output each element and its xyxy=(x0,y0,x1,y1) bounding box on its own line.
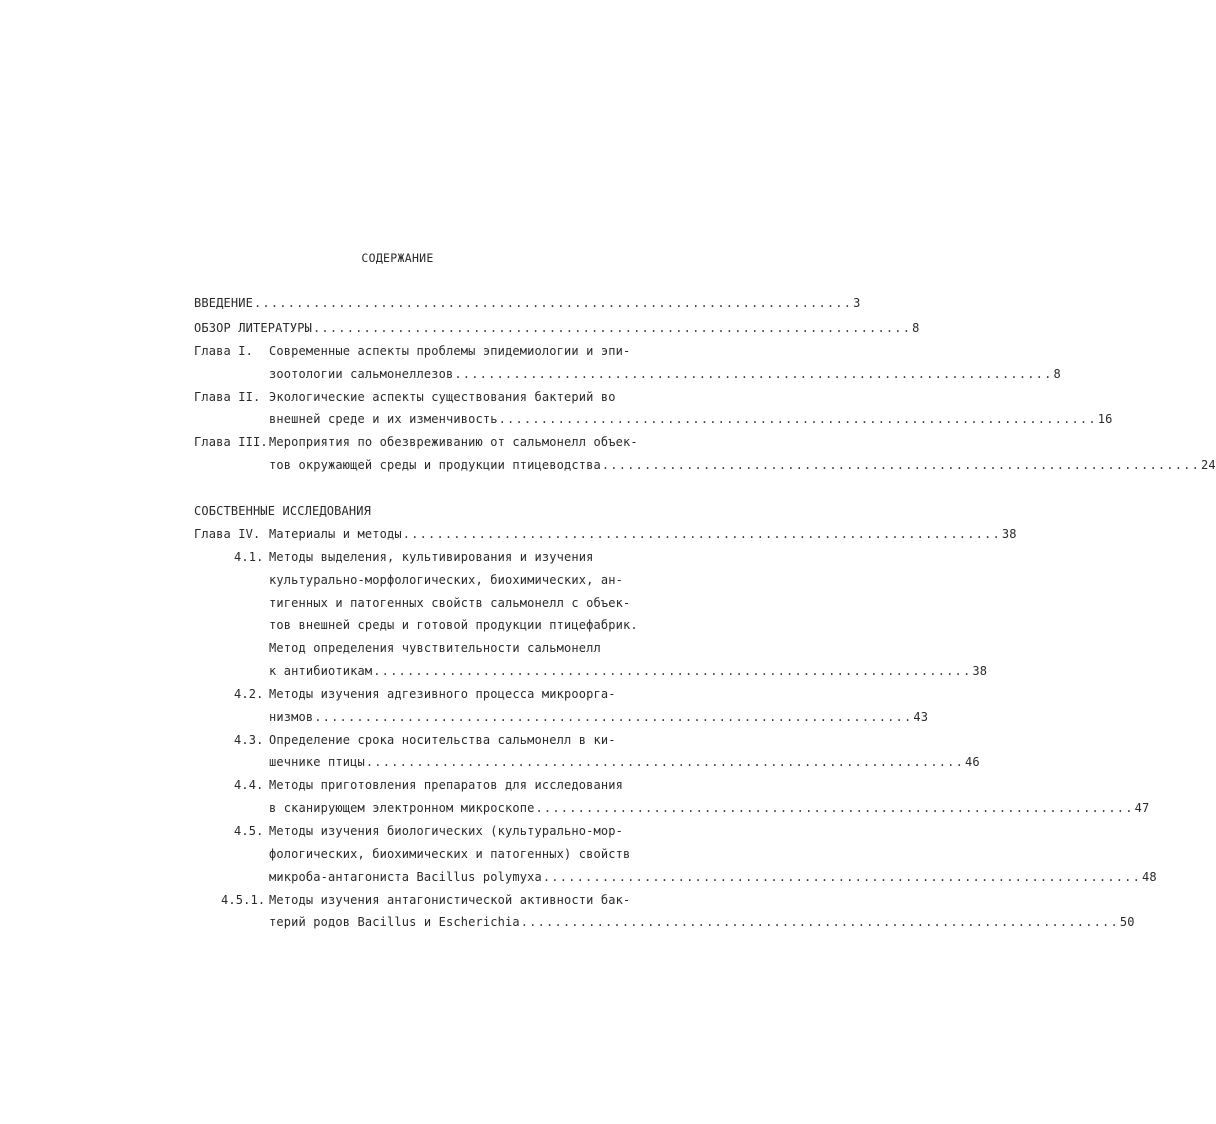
toc-subsection-number: 4.2. xyxy=(234,687,264,701)
toc-line: Методы изучения антагонистической активности бак- xyxy=(269,893,631,907)
leader-dots: ....................................................................... xyxy=(535,801,1134,815)
toc-line: Методы выделения, культивирования и изучения xyxy=(269,550,594,564)
toc-page: 50 xyxy=(1119,915,1135,929)
toc-entry-introduction xyxy=(194,295,861,311)
toc-line: терий родов Bacillus и Escherichia xyxy=(269,915,520,929)
toc-page: 48 xyxy=(1142,870,1157,884)
toc-line: Материалы и методы xyxy=(269,527,402,541)
toc-entry-4-5 xyxy=(269,869,1157,885)
toc-entry-4-4 xyxy=(269,800,1150,816)
toc-line: Метод определения чувствительности сальмонелл xyxy=(269,641,601,655)
toc-line: низмов xyxy=(269,710,314,724)
toc-line: Мероприятия по обезвреживанию от сальмонелл объек- xyxy=(269,435,638,449)
toc-page: 24 xyxy=(1201,458,1216,472)
toc-entry-chapter-2 xyxy=(269,411,1113,427)
toc-line: микроба-антагониста Bacillus polymyxa xyxy=(269,870,542,884)
leader-dots: ....................................................................... xyxy=(402,527,1001,541)
toc-chapter-label: Глава III. xyxy=(194,435,268,449)
leader-dots: ....................................................................... xyxy=(601,458,1201,472)
toc-page: 8 xyxy=(1053,367,1061,381)
leader-dots: ....................................................................... xyxy=(498,412,1097,426)
toc-line: внешней среде и их изменчивость xyxy=(269,412,498,426)
toc-line: тов внешней среды и готовой продукции птицефабрик. xyxy=(269,618,638,632)
toc-entry-literature-review xyxy=(194,320,920,336)
toc-page: 38 xyxy=(972,664,988,678)
toc-line: к антибиотикам xyxy=(269,664,373,678)
leader-dots: ....................................................................... xyxy=(254,296,853,310)
toc-subsection-number: 4.5. xyxy=(234,824,264,838)
toc-page: 43 xyxy=(913,710,929,724)
toc-entry-chapter-1 xyxy=(269,366,1061,382)
leader-dots: ....................................................................... xyxy=(314,710,913,724)
toc-line: Методы приготовления препаратов для исследования xyxy=(269,778,623,792)
leader-dots: ....................................................................... xyxy=(454,367,1053,381)
toc-label: ОБЗОР ЛИТЕРАТУРЫ xyxy=(194,321,312,335)
toc-entry-4-1 xyxy=(269,663,988,679)
toc-subsection-number: 4.4. xyxy=(234,778,264,792)
leader-dots: ....................................................................... xyxy=(373,664,972,678)
toc-subsection-number: 4.3. xyxy=(234,733,264,747)
toc-line: Методы изучения биологических (культурально-мор- xyxy=(269,824,623,838)
toc-page: 8 xyxy=(912,321,920,335)
toc-subsection-number: 4.5.1. xyxy=(221,893,266,907)
toc-entry-4-3 xyxy=(269,754,980,770)
leader-dots: ....................................................................... xyxy=(313,321,912,335)
leader-dots: ....................................................................... xyxy=(365,755,965,769)
toc-subsection-number: 4.1. xyxy=(234,550,264,564)
toc-line: Экологические аспекты существования бактерий во xyxy=(269,390,616,404)
toc-line: тов окружающей среды и продукции птицеводства xyxy=(269,458,601,472)
toc-page: 38 xyxy=(1001,527,1017,541)
toc-chapter-label: Глава IV. xyxy=(194,527,261,541)
toc-page: 46 xyxy=(965,755,980,769)
leader-dots: ....................................................................... xyxy=(520,915,1119,929)
toc-line: шечнике птицы xyxy=(269,755,365,769)
toc-line: Методы изучения адгезивного процесса микроорга- xyxy=(269,687,616,701)
toc-line: Определение срока носительства сальмонелл в ки- xyxy=(269,733,616,747)
toc-line: культурально-морфологических, биохимических, ан- xyxy=(269,573,623,587)
toc-line: тигенных и патогенных свойств сальмонелл с объек- xyxy=(269,596,631,610)
toc-chapter-label: Глава II. xyxy=(194,390,261,404)
page-title: СОДЕРЖАНИЕ xyxy=(361,251,434,265)
toc-chapter-label: Глава I. xyxy=(194,344,253,358)
toc-entry-chapter-4 xyxy=(269,526,1017,542)
toc-entry-4-2 xyxy=(269,709,929,725)
toc-entry-chapter-3 xyxy=(269,457,1216,473)
toc-page: 3 xyxy=(853,296,861,310)
toc-section-heading: СОБСТВЕННЫЕ ИССЛЕДОВАНИЯ xyxy=(194,504,371,518)
toc-line: Современные аспекты проблемы эпидемиологии и эпи- xyxy=(269,344,631,358)
toc-line: зоотологии сальмонеллезов xyxy=(269,367,454,381)
leader-dots: ....................................................................... xyxy=(542,870,1142,884)
toc-label: ВВЕДЕНИЕ xyxy=(194,296,253,310)
toc-page: 16 xyxy=(1097,412,1113,426)
toc-line: фологических, биохимических и патогенных) свойств xyxy=(269,847,631,861)
toc-line: в сканирующем электронном микроскопе xyxy=(269,801,535,815)
toc-entry-4-5-1 xyxy=(269,914,1135,930)
toc-page: 47 xyxy=(1134,801,1150,815)
